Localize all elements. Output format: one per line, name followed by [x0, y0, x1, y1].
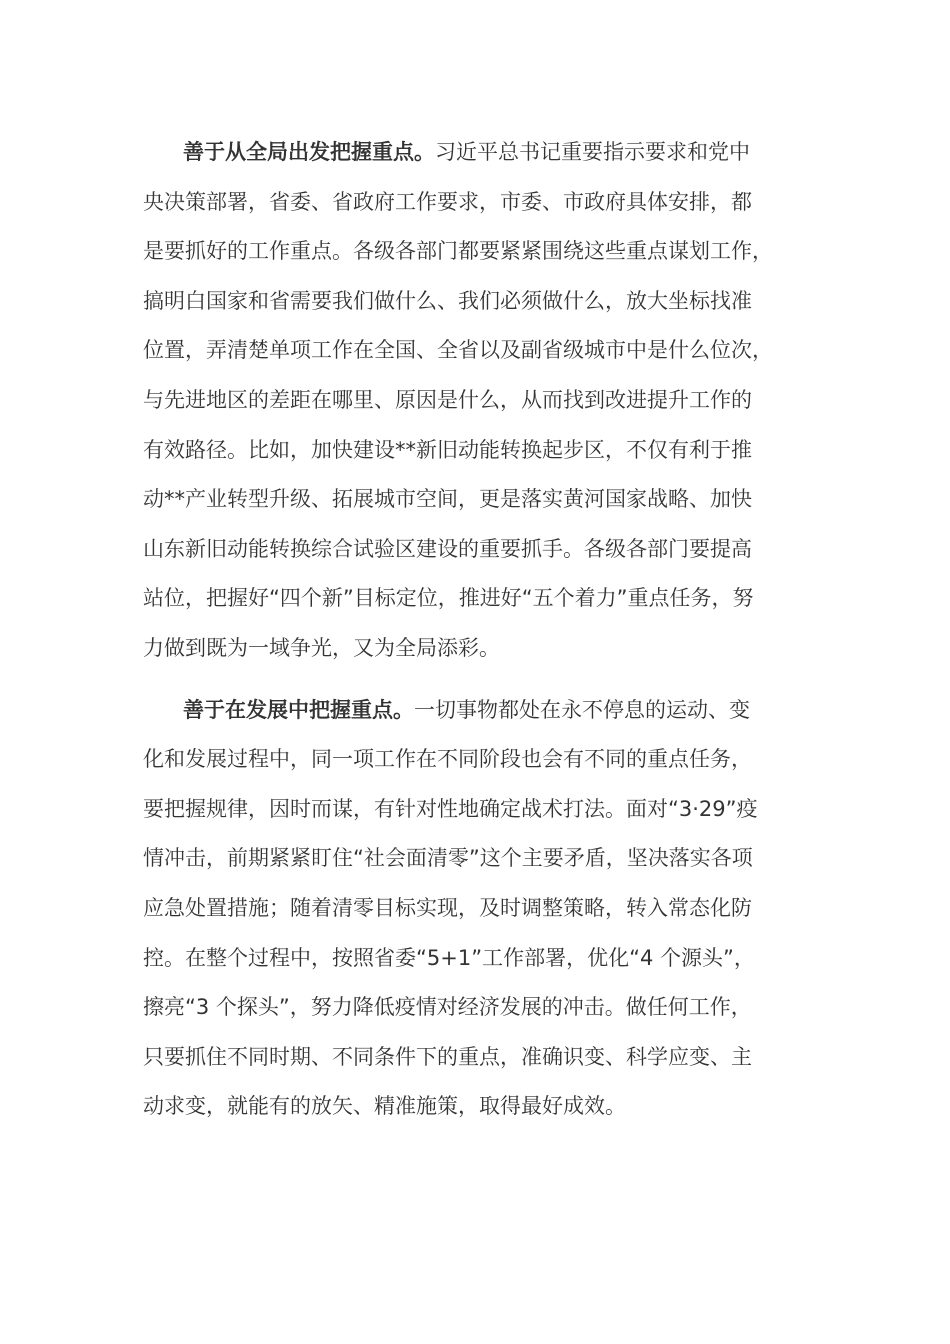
- paragraph-line: 化和发展过程中，同一项工作在不同阶段也会有不同的重点任务，: [143, 747, 752, 772]
- paragraph-line: 动求变，就能有的放矢、精准施策，取得最好成效。: [143, 1094, 626, 1119]
- paragraph-line: 控。在整个过程中，按照省委“5+1”工作部署，优化“4 个源头”，: [143, 945, 755, 970]
- document-body: [143, 128, 823, 1132]
- paragraph-line: 有效路径。比如，加快建设**新旧动能转换起步区，不仅有利于推: [143, 437, 752, 462]
- paragraph-line: 是要抓好的工作重点。各级各部门都要紧紧围绕这些重点谋划工作，: [143, 239, 773, 264]
- paragraph-heading: 善于在发展中把握重点。: [183, 697, 414, 722]
- paragraph-line: 动**产业转型升级、拓展城市空间，更是落实黄河国家战略、加快: [143, 487, 752, 512]
- paragraph-line: 站位，把握好“四个新”目标定位，推进好“五个着力”重点任务，努: [143, 586, 754, 611]
- paragraph-line: 擦亮“3 个探头”，努力降低疫情对经济发展的冲击。做任何工作，: [143, 995, 752, 1020]
- paragraph-heading: 善于从全局出发把握重点。: [183, 140, 435, 164]
- paragraph-first-line: [143, 128, 823, 178]
- paragraph-development-focus: [143, 686, 823, 1132]
- paragraph-line: 应急处置措施；随着清零目标实现，及时调整策略，转入常态化防: [143, 895, 752, 920]
- paragraph-line: 搞明白国家和省需要我们做什么、我们必须做什么，放大坐标找准: [143, 288, 752, 313]
- paragraph-spacer: [143, 674, 823, 686]
- paragraph-line: 力做到既为一域争光，又为全局添彩。: [143, 635, 500, 660]
- paragraph-first-line: [143, 686, 823, 736]
- paragraph-text: 一切事物都处在永不停息的运动、变: [414, 697, 750, 722]
- paragraph-line: 与先进地区的差距在哪里、原因是什么，从而找到改进提升工作的: [143, 387, 752, 412]
- paragraph-line: 位置，弄清楚单项工作在全国、全省以及副省级城市中是什么位次，: [143, 338, 773, 363]
- paragraph-line: 山东新旧动能转换综合试验区建设的重要抓手。各级各部门要提高: [143, 536, 752, 561]
- paragraph-text: 习近平总书记重要指示要求和党中: [435, 140, 750, 164]
- paragraph-global-focus: [143, 128, 823, 674]
- paragraph-line: 情冲击，前期紧紧盯住“社会面清零”这个主要矛盾，坚决落实各项: [143, 846, 753, 871]
- paragraph-line: 要把握规律，因时而谋，有针对性地确定战术打法。面对“3·29”疫: [143, 796, 758, 821]
- paragraph-line: 央决策部署，省委、省政府工作要求，市委、市政府具体安排，都: [143, 189, 752, 214]
- paragraph-line: 只要抓住不同时期、不同条件下的重点，准确识变、科学应变、主: [143, 1044, 752, 1069]
